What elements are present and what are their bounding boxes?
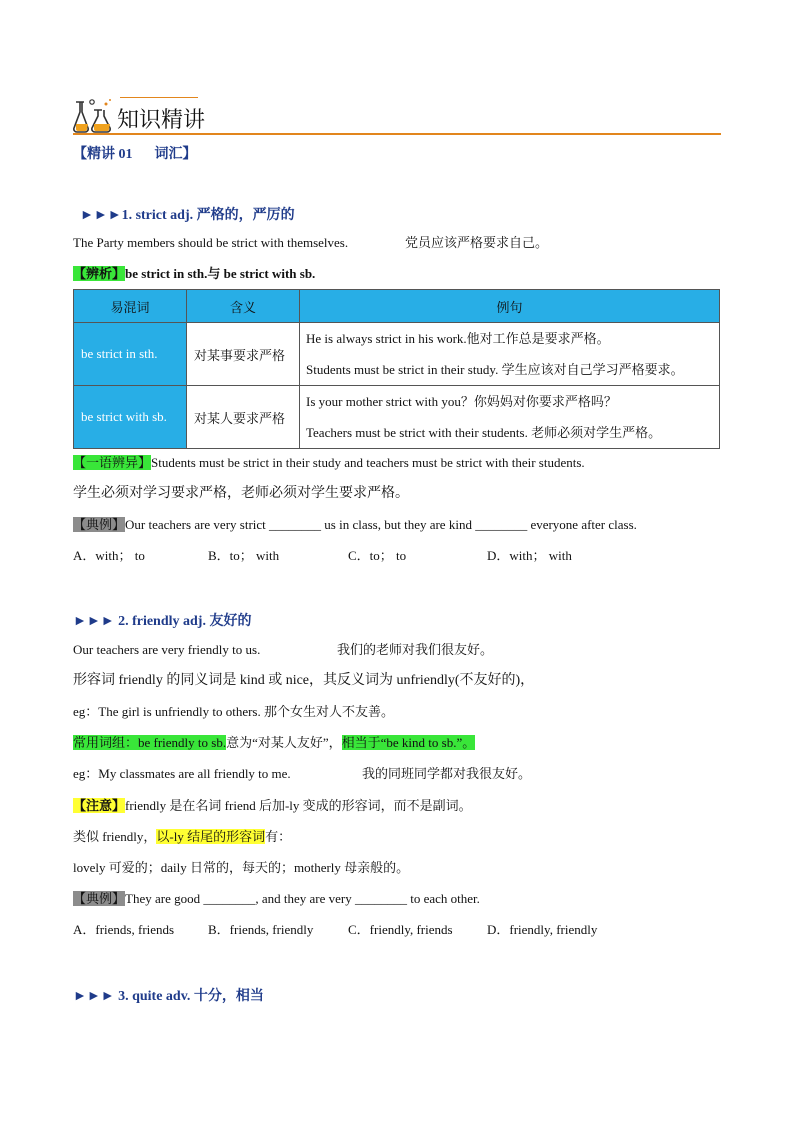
table-header: 含义 [187,290,300,323]
option: D．friendly, friendly [487,922,598,937]
option: A．with； to [73,548,145,563]
word2-title: ►►► 2. friendly adj. 友好的 [73,614,252,629]
page-title: 知识精讲 [117,108,206,133]
example-sentence: Teachers must be strict with their students. 老师必须对学生严格。 [306,425,662,440]
example-sentence: He is always strict in his work.他对工作总是要求严格。 [306,331,610,346]
flask-icon [72,96,114,134]
word2-exercise: 【典例】They are good ________, and they are very ________ to each other. [73,891,480,906]
example-sentence: Students must be strict in their study. 学生应该对自己学习严格要求。 [306,362,684,377]
meaning-cell: 对某事要求严格 [187,323,300,386]
header-top-rule [120,97,198,98]
term-cell: be strict in sth. [74,323,187,386]
word2-eg2: eg：My classmates are all friendly to me. [73,766,291,781]
table-row [74,386,720,449]
table-header: 易混词 [74,290,187,323]
table-row [74,323,720,386]
word2-synonym: 形容词 friendly 的同义词是 kind 或 nice，其反义词为 unfriendly(不友好的)， [73,673,535,688]
examples-cell [300,386,720,449]
word1-analysis: 【辨析】be strict in sth.与 be strict with sb. [73,266,316,281]
word2-example-cn: 我们的老师对我们很友好。 [337,642,494,657]
word1-exercise: 【典例】Our teachers are very strict ________ us in class, but they are kind ________ everyone after class. [73,517,637,532]
option: C．friendly, friends [348,922,453,937]
meaning-cell: 对某人要求严格 [187,386,300,449]
section-tag: 【精讲 01 词汇】 [73,147,197,162]
table-header: 例句 [300,290,720,323]
word1-distinguish: 【一语辨异】Students must be strict in their study and teachers must be strict with their students. [73,455,585,470]
word2-note: 【注意】friendly 是在名词 friend 后加-ly 变成的形容词，而不是副词。 [73,798,472,813]
word2-example: Our teachers are very friendly to us. [73,642,261,657]
option: D．with； with [487,548,572,563]
word2-eg2-cn: 我的同班同学都对我很友好。 [362,766,532,781]
examples-cell [300,323,720,386]
word2-examples-line: lovely 可爱的；daily 日常的，每天的；motherly 母亲般的。 [73,860,410,875]
word1-example: The Party members should be strict with themselves. [73,235,349,250]
word1-distinguish-cn: 学生必须对学习要求严格，老师必须对学生要求严格。 [73,486,409,501]
option: B．to； with [208,548,280,563]
term-cell: be strict with sb. [74,386,187,449]
option: C．to； to [348,548,407,563]
comparison-table [73,289,720,449]
word1-title: ►►►1. strict adj. 严格的，严厉的 [80,208,295,223]
option: A．friends, friends [73,922,175,937]
option: B．friends, friendly [208,922,314,937]
word2-similar: 类似 friendly，以-ly 结尾的形容词有： [73,829,292,844]
header-rule [73,133,721,135]
example-sentence: Is your mother strict with you？你妈妈对你要求严格吗？ [306,394,617,409]
word2-phrase: 常用词组：be friendly to sb.意为“对某人友好”，相当于“be kind to sb.”。 [73,735,476,750]
word1-example-cn: 党员应该严格要求自己。 [405,235,549,250]
word2-eg1: eg：The girl is unfriendly to others. 那个女生对人不友善。 [73,704,394,719]
word3-title: ►►► 3. quite adv. 十分，相当 [73,989,264,1004]
